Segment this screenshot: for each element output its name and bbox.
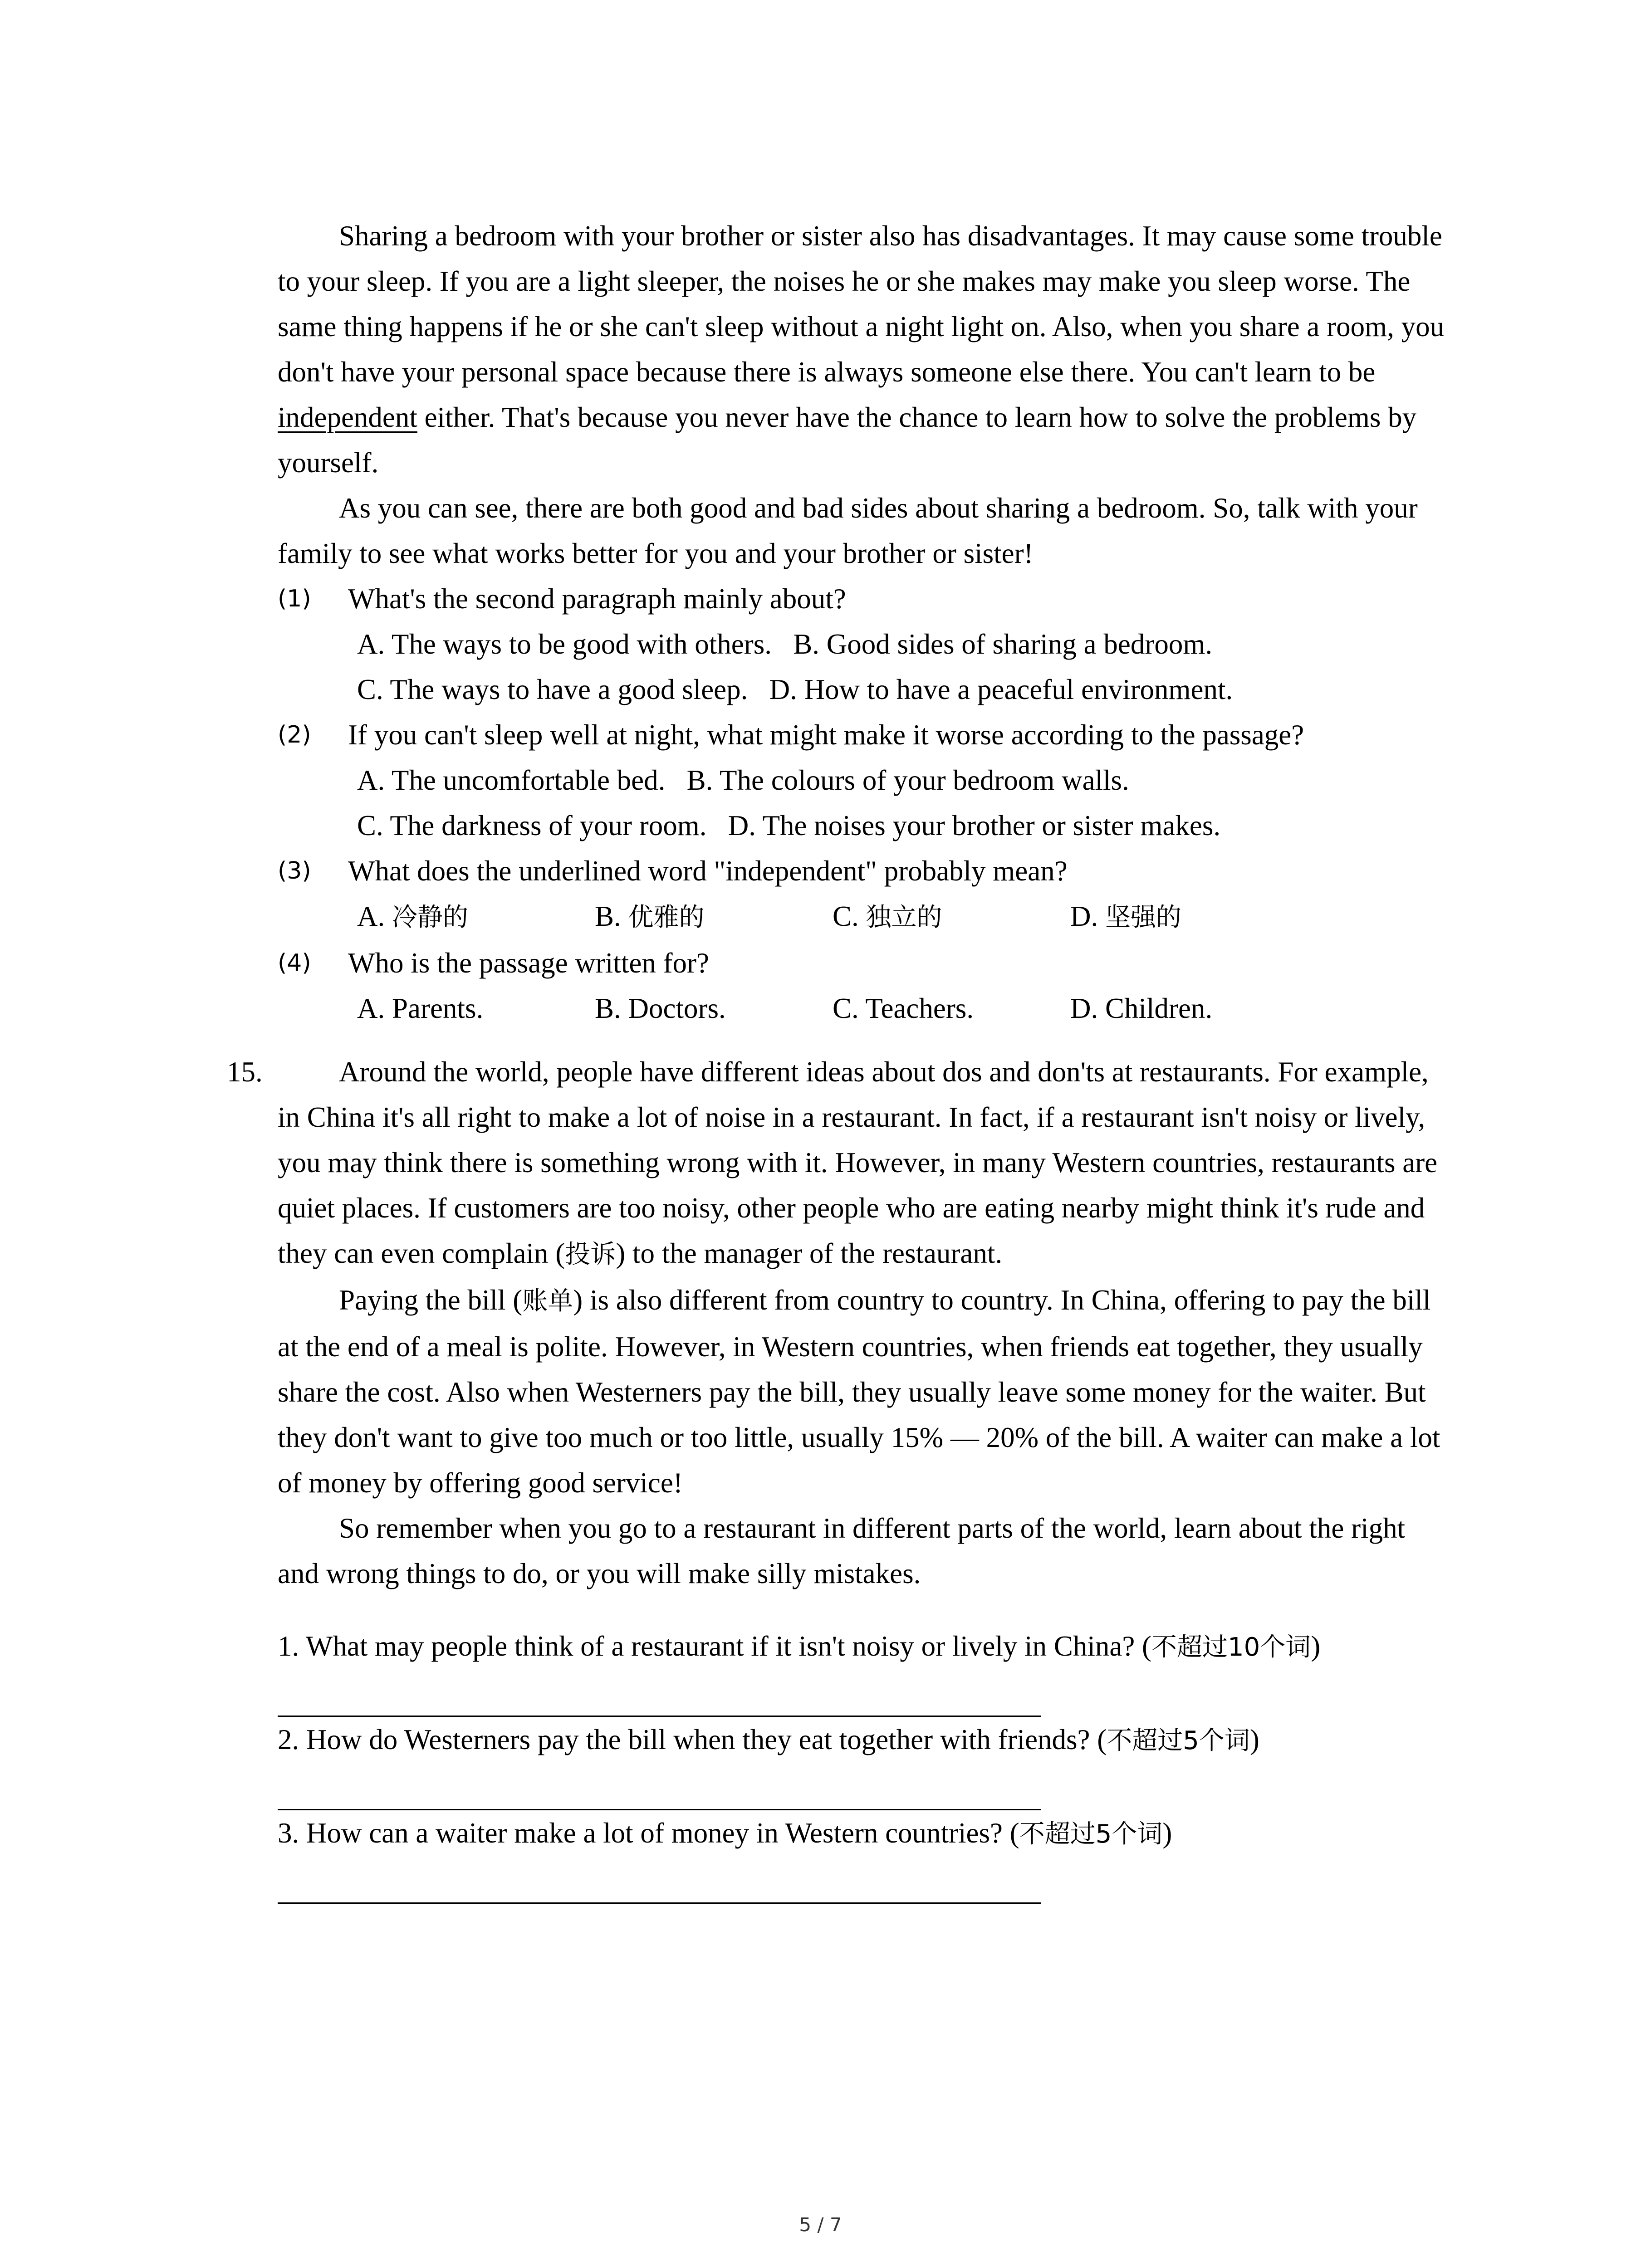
option-c[interactable]: C. 独立的 [833, 900, 942, 932]
options-row [278, 621, 1448, 667]
paragraph-conclusion: As you can see, there are both good and bad sides about sharing a bedroom. So, talk with your family to see what works better for you and your brother or sister! [278, 492, 1418, 569]
option-d[interactable]: D. The noises your brother or sister makes. [728, 810, 1221, 841]
option-a[interactable]: A. The uncomfortable bed. [357, 764, 666, 796]
answer-line-2[interactable] [278, 1764, 1041, 1810]
option-b[interactable]: B. Good sides of sharing a bedroom. [793, 628, 1213, 660]
question-number: (2) [278, 721, 311, 748]
question-text: What's the second paragraph mainly about? [348, 583, 846, 615]
option-c[interactable]: C. The darkness of your room. [357, 810, 707, 841]
question-3 [278, 848, 1448, 894]
question-text: If you can't sleep well at night, what might make it worse according to the passage? [348, 719, 1304, 751]
option-b[interactable]: B. Doctors. [595, 992, 726, 1024]
question-1 [278, 576, 1448, 621]
question-text: What does the underlined word "independent" probably mean? [348, 855, 1068, 887]
underlined-word: independent [278, 401, 417, 433]
question-text: Who is the passage written for? [348, 947, 709, 979]
question-4 [278, 940, 1448, 986]
options-row [278, 894, 1448, 940]
answer-line-3[interactable] [278, 1857, 1041, 1904]
option-b[interactable]: B. 优雅的 [595, 900, 705, 932]
question-2 [278, 712, 1448, 758]
short-question-1: 1. What may people think of a restaurant if it isn't noisy or lively in China? (不超过10个词) [278, 1630, 1321, 1662]
paragraph-remember: So remember when you go to a restaurant in different parts of the world, learn about the right and wrong things to do, or you will make silly mistakes. [278, 1512, 1406, 1589]
options-row [278, 803, 1448, 848]
option-a[interactable]: A. 冷静的 [357, 900, 468, 932]
option-c[interactable]: C. The ways to have a good sleep. [357, 674, 748, 705]
options-row [278, 986, 1448, 1031]
page-content [227, 213, 1448, 1904]
paragraph-text: either. That's because you never have the chance to learn how to solve the problems by yourself. [278, 401, 1417, 479]
page-number: 5 / 7 [799, 2214, 842, 2236]
option-a[interactable]: A. The ways to be good with others. [357, 628, 772, 660]
item-15 [227, 1049, 1448, 1904]
paragraph-disadvantages [278, 213, 1448, 485]
option-c[interactable]: C. Teachers. [833, 992, 974, 1024]
option-d[interactable]: D. How to have a peaceful environment. [769, 674, 1233, 705]
option-b[interactable]: B. The colours of your bedroom walls. [686, 764, 1129, 796]
option-d[interactable]: D. 坚强的 [1070, 900, 1181, 932]
options-row [278, 667, 1448, 712]
answer-line-1[interactable] [278, 1670, 1041, 1717]
question-number: (3) [278, 857, 311, 885]
item-number: 15. [227, 1056, 263, 1088]
option-a[interactable]: A. Parents. [357, 992, 484, 1024]
short-question-2: 2. How do Westerners pay the bill when they eat together with friends? (不超过5个词) [278, 1724, 1259, 1755]
question-number: (1) [278, 585, 311, 612]
paragraph-text: Sharing a bedroom with your brother or sister also has disadvantages. It may cause some trouble to your sleep. If you are a light sleeper, the noises he or she makes may make you sleep worse. The same thing happens if he or she can't sleep without a night light on. Also, when you share a room, you don't have your personal space because there is always someone else there. You can't learn to be [278, 220, 1445, 388]
question-number: (4) [278, 949, 311, 977]
paragraph-paying-bill: Paying the bill (账单) is also different from country to country. In China, offering to pay the bill at the end of a meal is polite. However, in Western countries, when friends eat together, they usually share the cost. Also when Westerners pay the bill, they usually leave some money for the waiter. But they don't want to give too much or too little, usually 15% — 20% of the bill. A waiter can make a lot of money by offering good service! [278, 1284, 1440, 1499]
options-row [278, 758, 1448, 803]
short-question-3: 3. How can a waiter make a lot of money in Western countries? (不超过5个词) [278, 1817, 1172, 1849]
option-d[interactable]: D. Children. [1070, 992, 1213, 1024]
paragraph-restaurant-noise: Around the world, people have different ideas about dos and don'ts at restaurants. For example, in China it's all right to make a lot of noise in a restaurant. In fact, if a restaurant isn't noisy or lively, you may think there is something wrong with it. However, in many Western countries, restaurants are quiet places. If customers are too noisy, other people who are eating nearby might think it's rude and they can even complain (投诉) to the manager of the restaurant. [278, 1056, 1438, 1269]
